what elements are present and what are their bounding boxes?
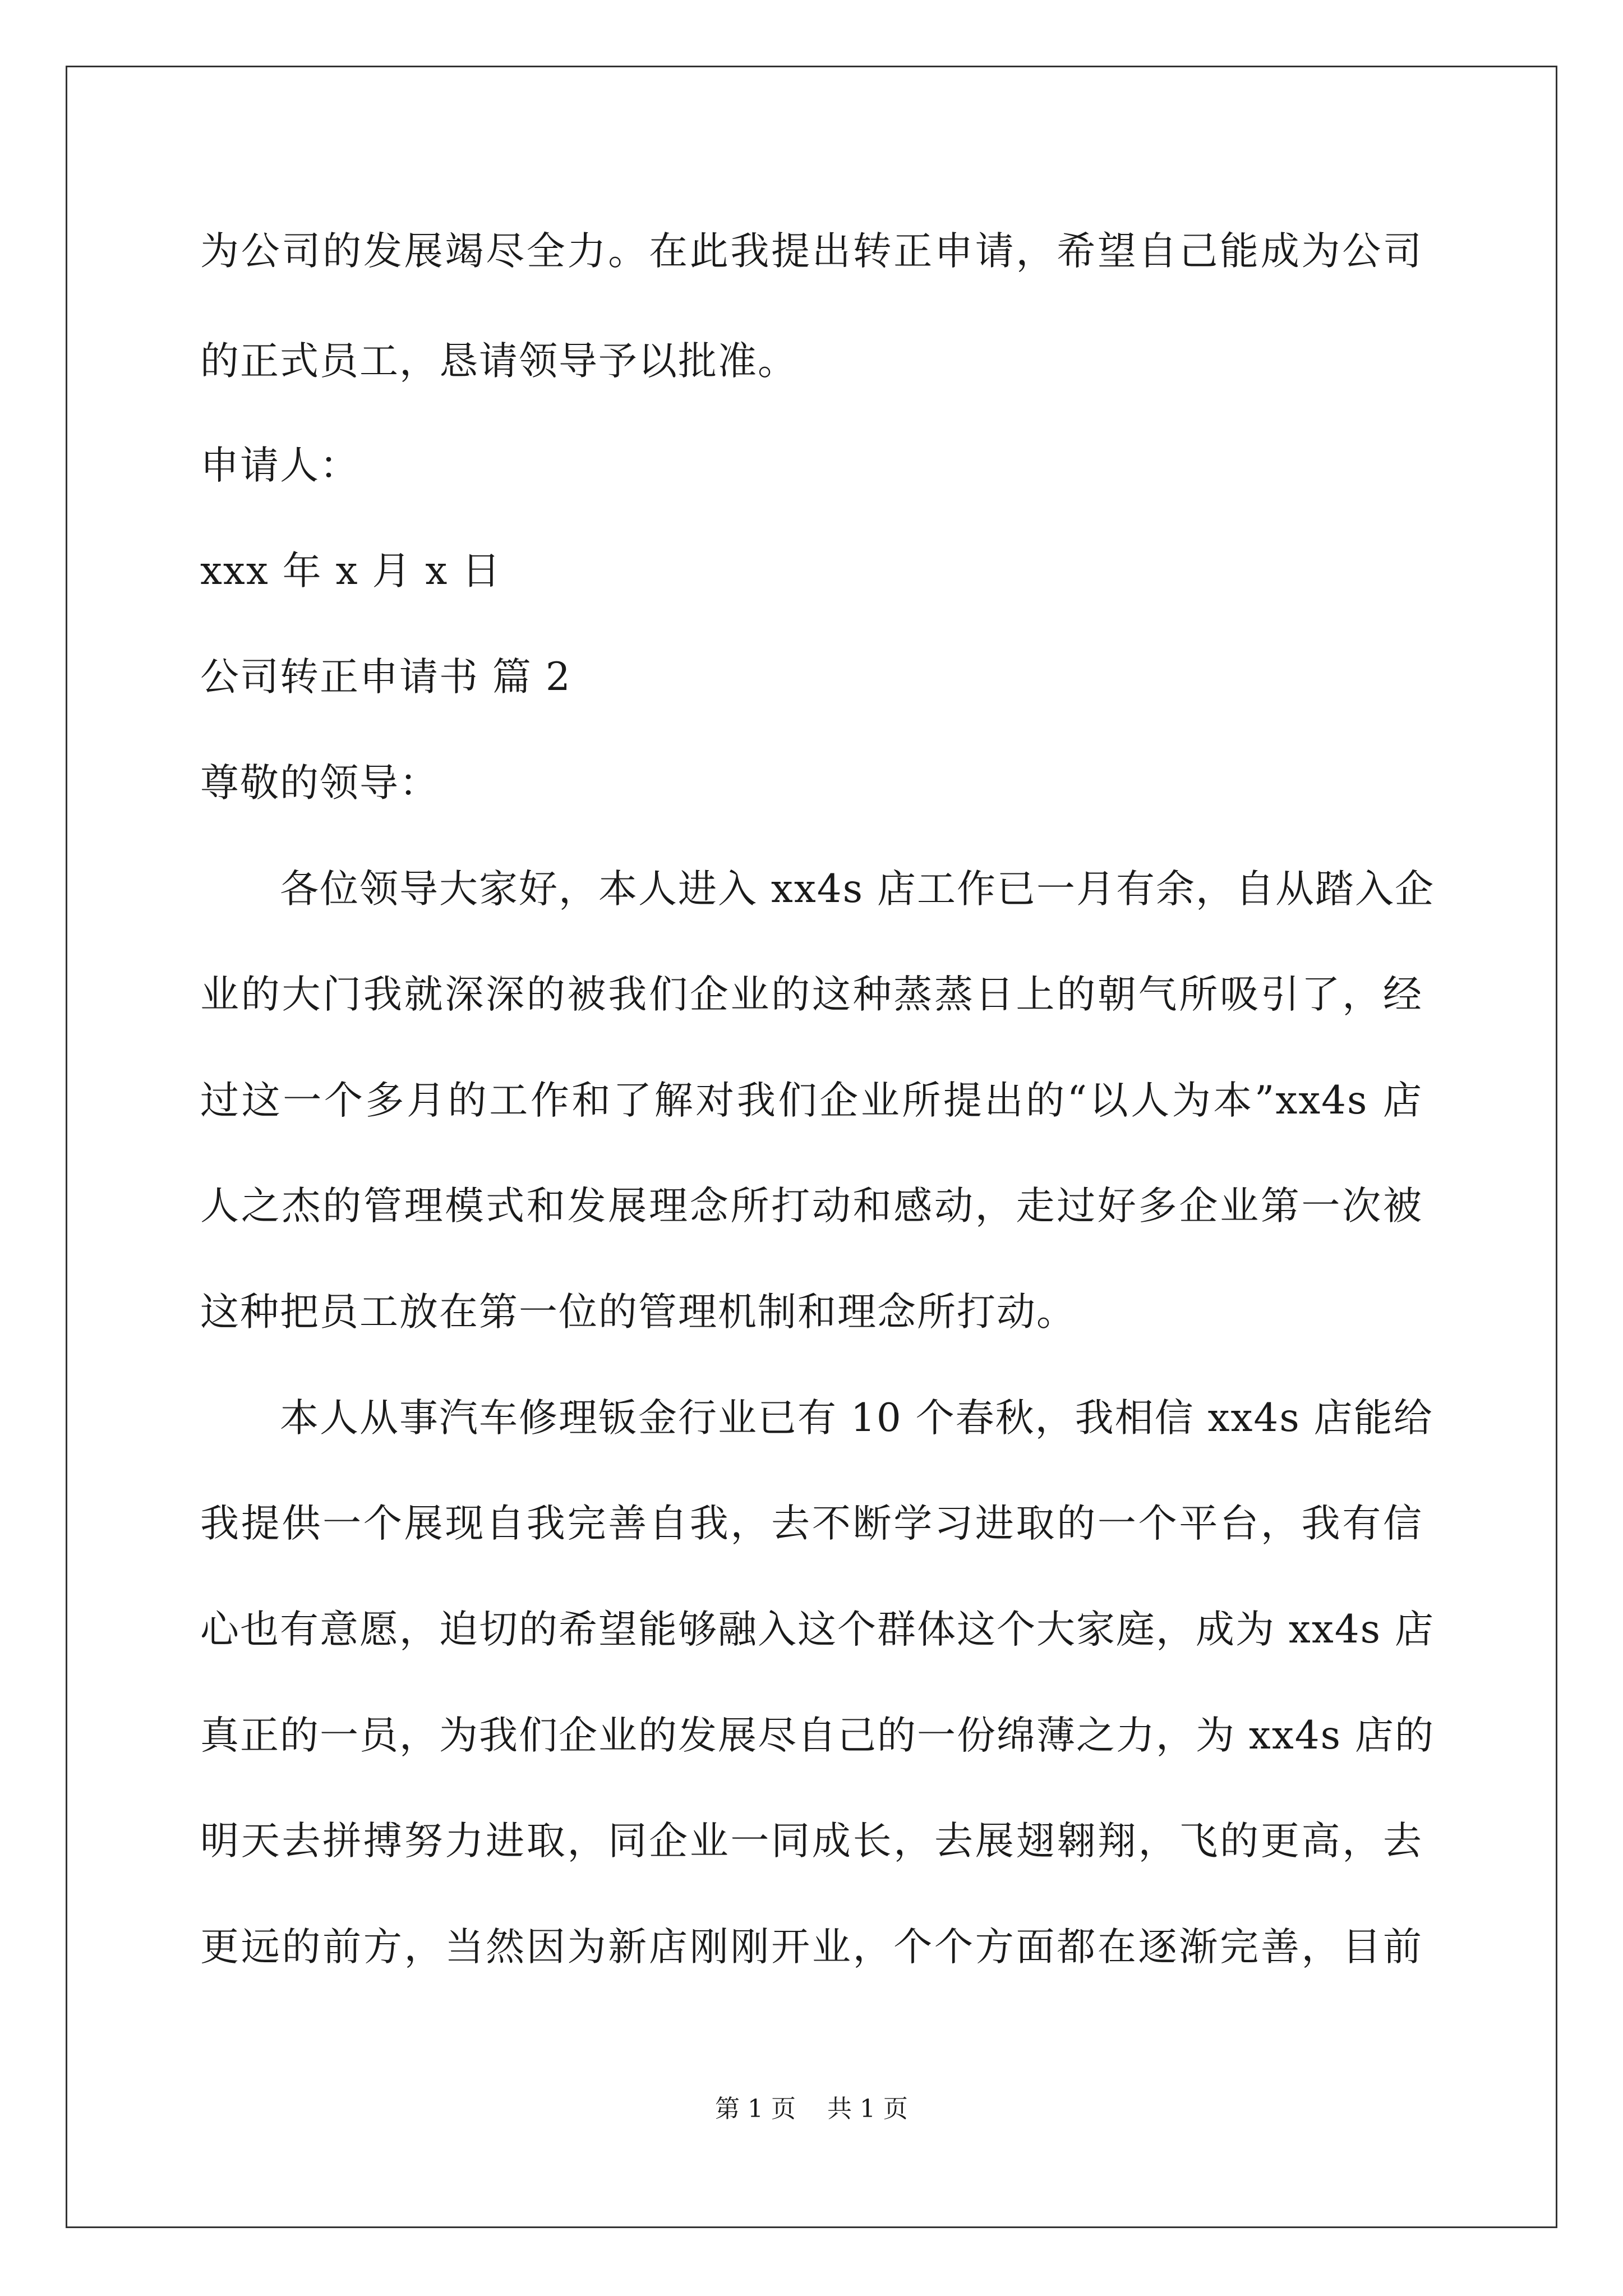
paragraph-line: 为公司的发展竭尽全力。在此我提出转正申请，希望自己能成为公司 — [200, 229, 1423, 274]
paragraph-line: 明天去拼搏努力进取，同企业一同成长，去展翅翱翔，飞的更高，去 — [200, 1819, 1423, 1864]
paragraph-line: 更远的前方，当然因为新店刚刚开业，个个方面都在逐渐完善，目前 — [200, 1925, 1423, 1970]
paragraph-line: 真正的一员，为我们企业的发展尽自己的一份绵薄之力，为 xx4s 店的 — [200, 1713, 1435, 1758]
section-title: 公司转正申请书 篇 2 — [200, 655, 571, 700]
paragraph-line: 各位领导大家好，本人进入 xx4s 店工作已一月有余，自从踏入企 — [200, 867, 1435, 912]
paragraph-line: 业的大门我就深深的被我们企业的这种蒸蒸日上的朝气所吸引了，经 — [200, 972, 1423, 1017]
paragraph-line: 的正式员工，恳请领导予以批准。 — [200, 339, 797, 384]
date-line: xxx 年 x 月 x 日 — [200, 549, 502, 593]
paragraph-line: 过这一个多月的工作和了解对我们企业所提出的“以人为本”xx4s 店 — [200, 1078, 1423, 1123]
page-number-footer: 第 1 页 共 1 页 — [715, 2095, 908, 2123]
paragraph-line: 我提供一个展现自我完善自我，去不断学习进取的一个平台，我有信 — [200, 1501, 1423, 1546]
paragraph-line: 这种把员工放在第一位的管理机制和理念所打动。 — [200, 1290, 1076, 1335]
applicant-label: 申请人： — [200, 443, 359, 488]
paragraph-line: 心也有意愿，迫切的希望能够融入这个群体这个大家庭，成为 xx4s 店 — [200, 1607, 1435, 1652]
page-border — [66, 66, 1557, 2228]
paragraph-line: 本人从事汽车修理钣金行业已有 10 个春秋，我相信 xx4s 店能给 — [200, 1396, 1433, 1441]
salutation: 尊敬的领导： — [200, 761, 439, 806]
paragraph-line: 人之杰的管理模式和发展理念所打动和感动，走过好多企业第一次被 — [200, 1184, 1423, 1228]
